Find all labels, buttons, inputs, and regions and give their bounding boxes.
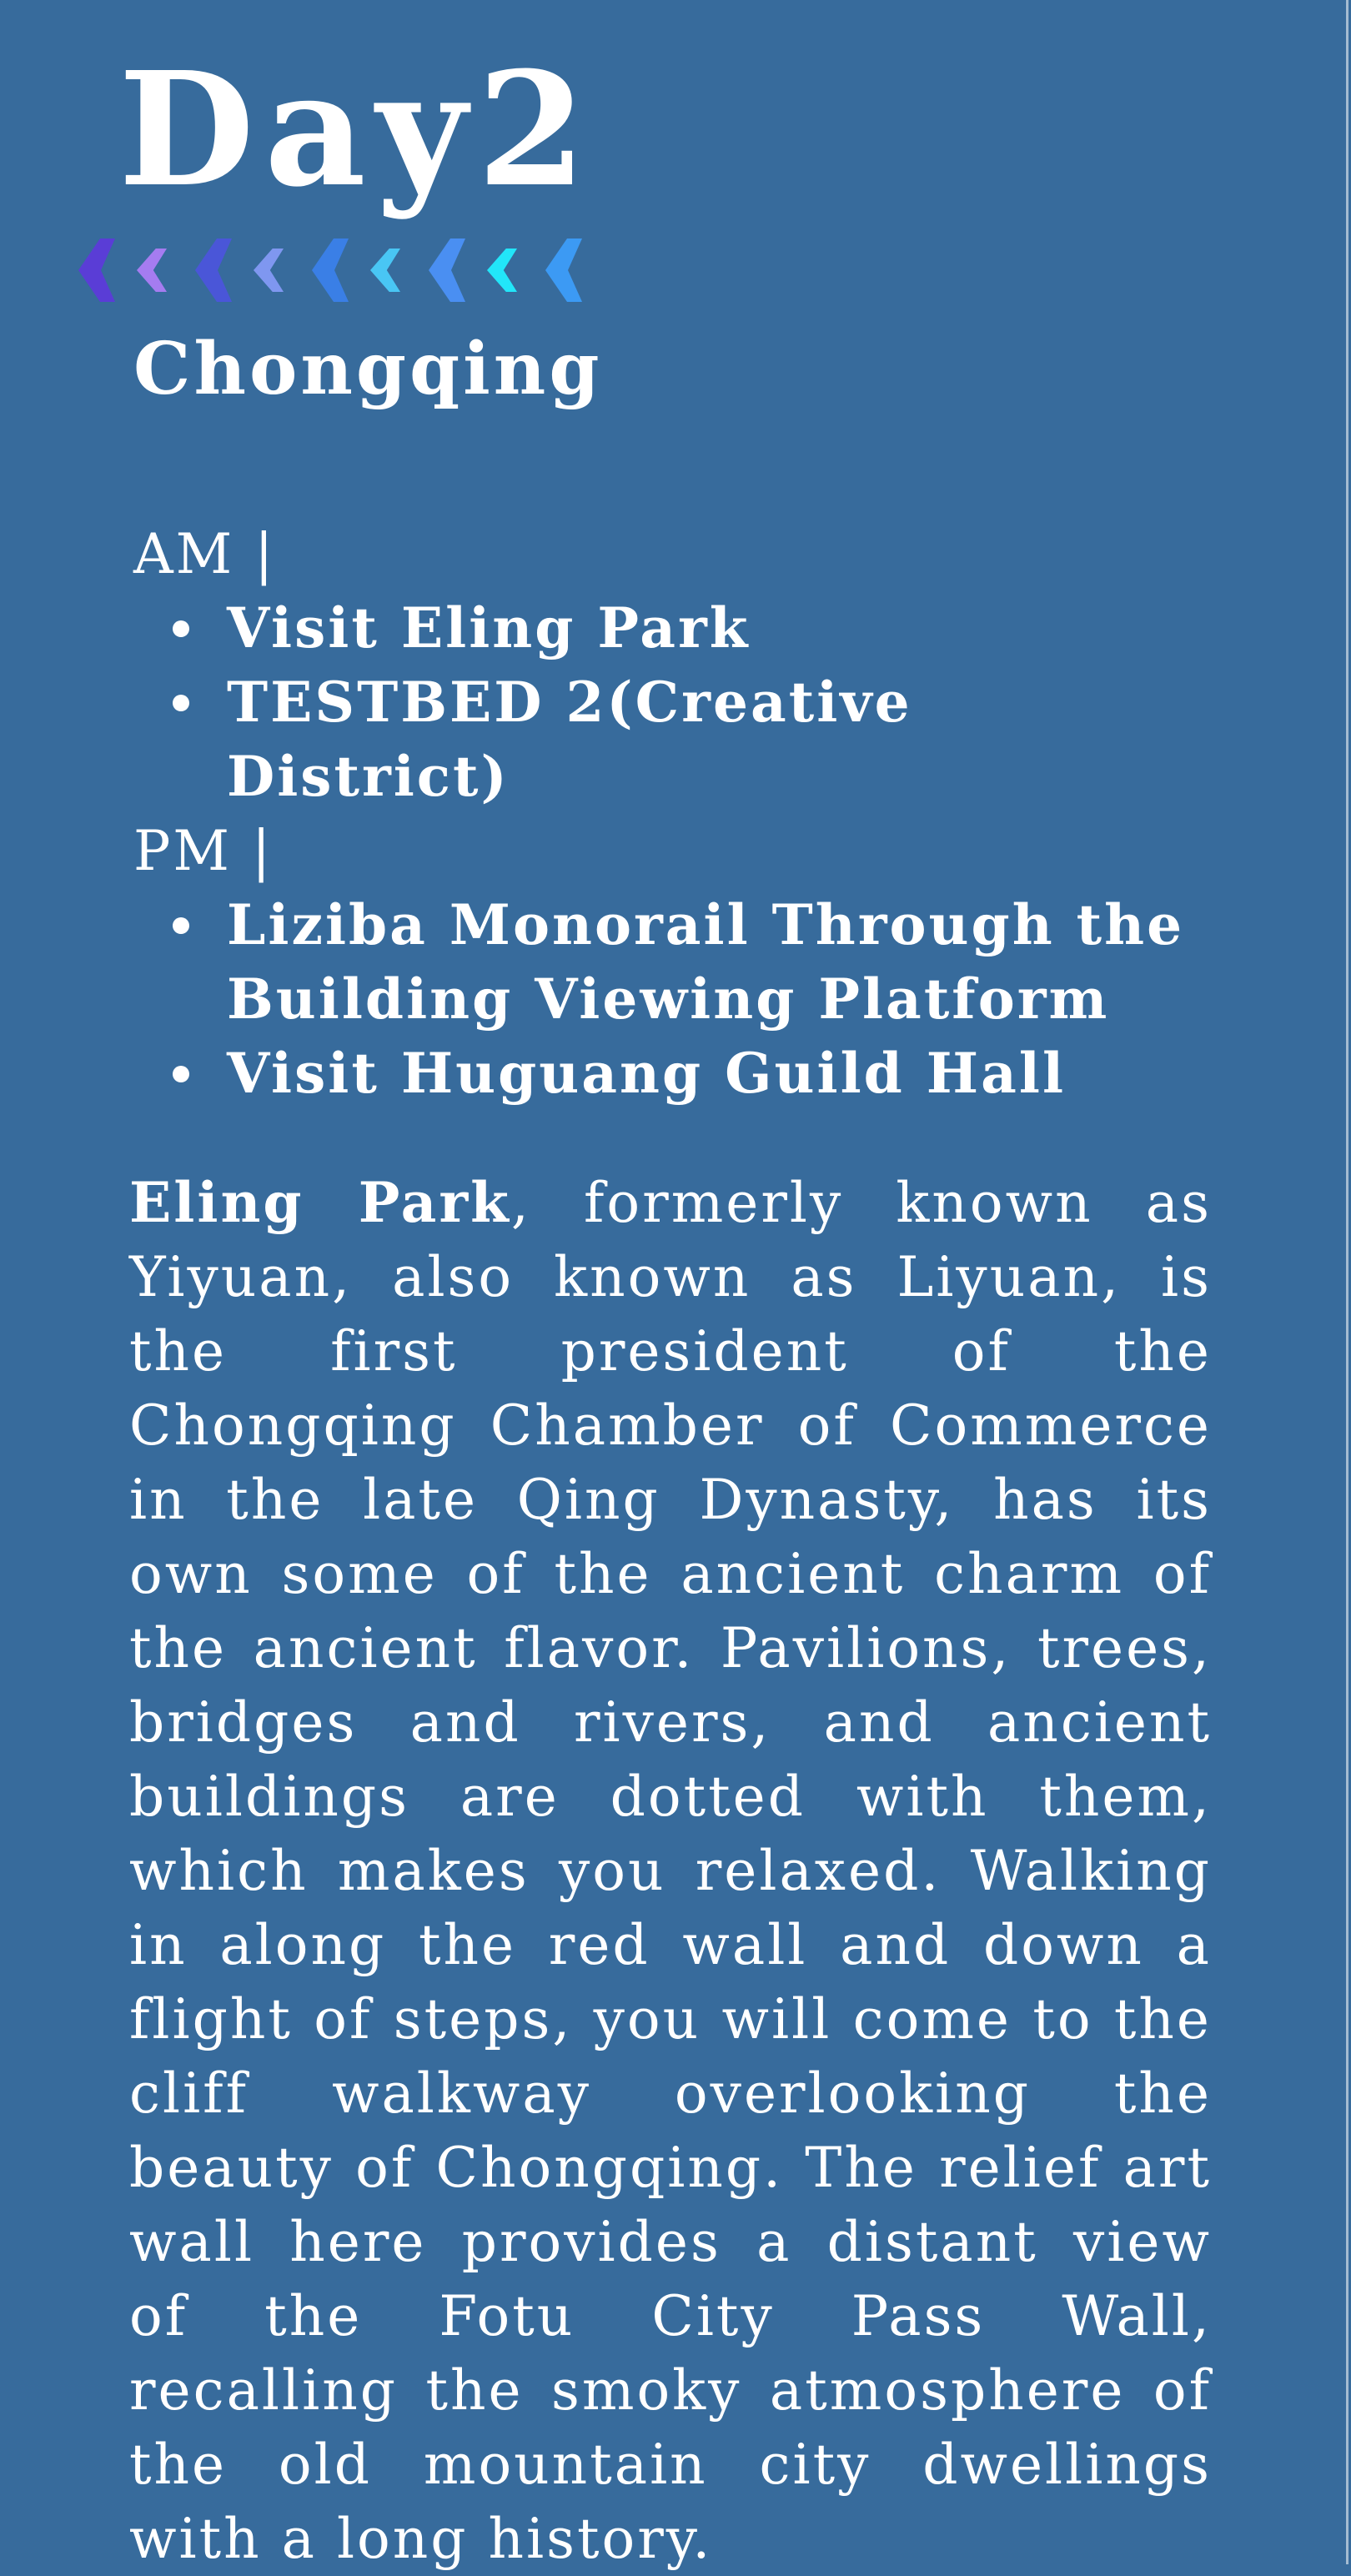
description-highlight: Eling Park bbox=[129, 1170, 511, 1235]
chevron-left-icon bbox=[195, 239, 232, 302]
chevron-left-icon bbox=[429, 239, 465, 302]
am-schedule bbox=[133, 517, 1218, 814]
chevron-left-icon bbox=[78, 239, 115, 302]
list-item: Liziba Monorail Through the Building Viewing Platform bbox=[133, 888, 1211, 1037]
pm-label: PM | bbox=[133, 819, 274, 883]
list-item: Visit Huguang Guild Hall bbox=[133, 1037, 1211, 1111]
right-edge-line bbox=[1346, 0, 1348, 2564]
description-paragraph bbox=[129, 1166, 1212, 2576]
city-heading: Chongqing bbox=[133, 327, 603, 411]
chevron-decoration bbox=[73, 235, 624, 305]
chevron-left-icon bbox=[254, 249, 284, 292]
description-text: , formerly known as Yiyuan, also known as Liyuan, is the first president of the Chongqing Chamber of Commerce in the late Qing Dynasty, has its own some of the ancient charm of the ancient flavor. Pavilions, trees, bridges and rivers, and ancient buildings are dotted with them, which makes you relaxed. Walking in along the red wall and down a flight of steps, you will come to the cliff walkway overlooking the beauty of Chongqing. The relief art wall here provides a distant view of the Fotu City Pass Wall, recalling the smoky atmosphere of the old mountain city dwellings with a long history. bbox=[129, 1171, 1213, 2571]
chevron-left-icon bbox=[312, 239, 349, 302]
chevron-left-icon bbox=[137, 249, 167, 292]
am-list bbox=[133, 591, 1218, 814]
list-item: TESTBED 2(Creative District) bbox=[133, 665, 1211, 814]
pm-schedule bbox=[133, 814, 1218, 1111]
chevron-left-icon bbox=[370, 249, 400, 292]
chevron-left-icon bbox=[487, 249, 517, 292]
am-label: AM | bbox=[133, 522, 276, 586]
list-item: Visit Eling Park bbox=[133, 591, 1211, 665]
pm-list bbox=[133, 888, 1218, 1111]
day-title: Day2 bbox=[118, 38, 596, 222]
chevron-left-icon bbox=[545, 239, 582, 302]
